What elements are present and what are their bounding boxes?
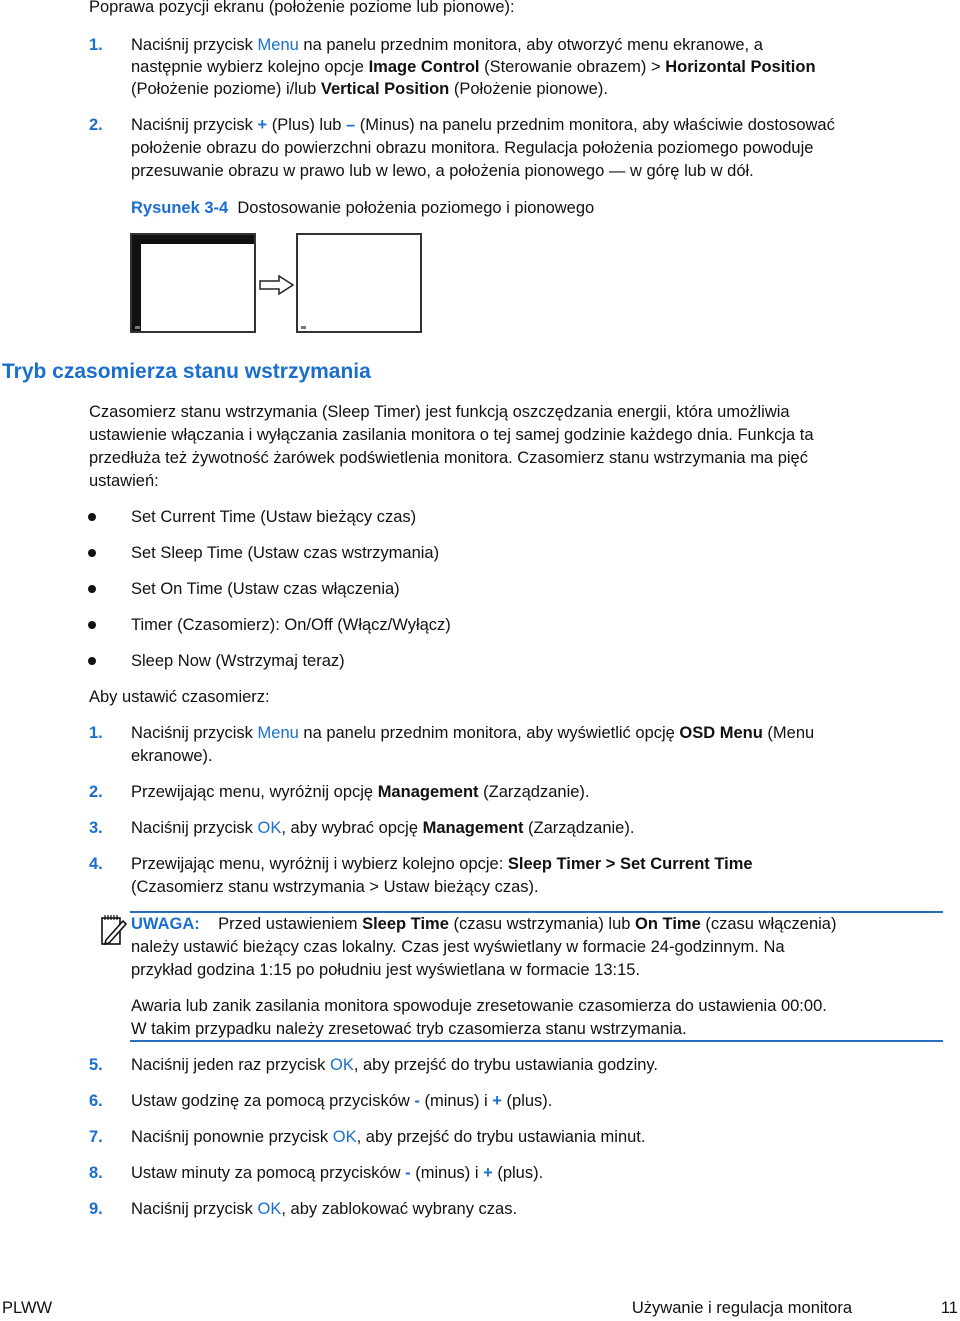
step-text: (Położenie poziome) i/lub Vertical Position (Położenie pionowe). (131, 80, 608, 98)
note-pencil-icon (100, 912, 128, 946)
note-text: przykład godzina 1:15 po południu jest wyświetlana w formacie 13:15. (131, 961, 641, 979)
note-text: W takim przypadku należy zresetować tryb czasomierza stanu wstrzymania. (131, 1020, 687, 1038)
step-number: 8. (89, 1164, 103, 1182)
footer-left: PLWW (2, 1299, 53, 1317)
list-item: Sleep Now (Wstrzymaj teraz) (131, 652, 345, 670)
step-number: 3. (89, 819, 103, 837)
step-number: 7. (89, 1128, 103, 1146)
step-text: następnie wybierz kolejno opcje Image Control (Sterowanie obrazem) > Horizontal Position (131, 58, 816, 76)
step-text: Naciśnij przycisk OK, aby zablokować wybrany czas. (131, 1200, 518, 1218)
note-label: UWAGA: (131, 915, 200, 933)
step-number: 4. (89, 855, 103, 873)
step-number: 2. (89, 116, 103, 134)
bullet-icon (88, 585, 96, 593)
step-text: Ustaw godzinę za pomocą przycisków - (minus) i + (plus). (131, 1092, 553, 1110)
figure-illustration (130, 233, 422, 333)
step-text: Naciśnij ponownie przycisk OK, aby przejść do trybu ustawiania minut. (131, 1128, 646, 1146)
bullet-icon (88, 621, 96, 629)
step-text: przesuwanie obrazu w prawo lub w lewo, a położenia pionowego — w górę lub w dół. (131, 162, 754, 180)
step-number: 1. (89, 724, 103, 742)
step-text: Naciśnij przycisk Menu na panelu przednim monitora, aby wyświetlić opcję OSD Menu (Menu (131, 724, 815, 742)
step-number: 9. (89, 1200, 103, 1218)
monitor-after-icon (296, 233, 422, 333)
step-text: Ustaw minuty za pomocą przycisków - (minus) i + (plus). (131, 1164, 544, 1182)
note-text: należy ustawić bieżący czas lokalny. Czas jest wyświetlany w formacie 24-godzinnym. Na (131, 938, 785, 956)
list-item: Set On Time (Ustaw czas włączenia) (131, 580, 400, 598)
step-text: Przewijając menu, wyróżnij opcję Management (Zarządzanie). (131, 783, 590, 801)
note-bottom-rule (130, 1040, 943, 1042)
step-text: ekranowe). (131, 747, 213, 765)
list-item: Set Current Time (Ustaw bieżący czas) (131, 508, 417, 526)
list-item: Timer (Czasomierz): On/Off (Włącz/Wyłącz) (131, 616, 451, 634)
step-number: 5. (89, 1056, 103, 1074)
paragraph-line: Czasomierz stanu wstrzymania (Sleep Timer) jest funkcją oszczędzania energii, która umożliwia (89, 403, 790, 421)
step-text: Naciśnij przycisk Menu na panelu przednim monitora, aby otworzyć menu ekranowe, a (131, 36, 763, 54)
step-text: Przewijając menu, wyróżnij i wybierz kolejno opcje: Sleep Timer > Set Current Time (131, 855, 753, 873)
note-text: Awaria lub zanik zasilania monitora spowoduje zresetowanie czasomierza do ustawienia 00:00. (131, 997, 827, 1015)
step-number: 2. (89, 783, 103, 801)
step-text: (Czasomierz stanu wstrzymania > Ustaw bieżący czas). (131, 878, 539, 896)
paragraph-line: ustawienie włączania i wyłączania zasilania monitora o tej samej godzinie każdego dnia. Funkcja ta (89, 426, 814, 444)
step-number: 1. (89, 36, 103, 54)
step-text: Naciśnij przycisk OK, aby wybrać opcję Management (Zarządzanie). (131, 819, 635, 837)
list-item: Set Sleep Time (Ustaw czas wstrzymania) (131, 544, 440, 562)
section-title: Tryb czasomierza stanu wstrzymania (2, 360, 371, 383)
paragraph-line: ustawień: (89, 472, 159, 490)
figure-caption: Rysunek 3-4 Dostosowanie położenia poziomego i pionowego (131, 199, 595, 217)
figure-label: Rysunek 3-4 (131, 199, 229, 217)
step-number: 6. (89, 1092, 103, 1110)
step-text: położenie obrazu do powierzchni obrazu monitora. Regulacja położenia poziomego powoduje (131, 139, 814, 157)
bullet-icon (88, 549, 96, 557)
intro-text: Poprawa pozycji ekranu (położenie poziome lub pionowe): (89, 0, 515, 16)
bullet-icon (88, 513, 96, 521)
footer-title: Używanie i regulacja monitora (631, 1299, 852, 1317)
note-text: UWAGA: Przed ustawieniem Sleep Time (czasu wstrzymania) lub On Time (czasu włączenia) (131, 915, 837, 933)
paragraph-line: przedłuża też żywotność żarówek podświetlenia monitora. Czasomierz stanu wstrzymania ma pięć (89, 449, 808, 467)
step-text: Naciśnij przycisk + (Plus) lub – (Minus) na panelu przednim monitora, aby właściwie dostosować (131, 116, 835, 134)
monitor-before-icon (130, 233, 256, 333)
step-text: Naciśnij jeden raz przycisk OK, aby przejść do trybu ustawiania godziny. (131, 1056, 659, 1074)
arrow-right-icon (259, 275, 295, 295)
howto-heading: Aby ustawić czasomierz: (89, 688, 270, 706)
bullet-icon (88, 657, 96, 665)
page-number: 11 (940, 1299, 958, 1317)
